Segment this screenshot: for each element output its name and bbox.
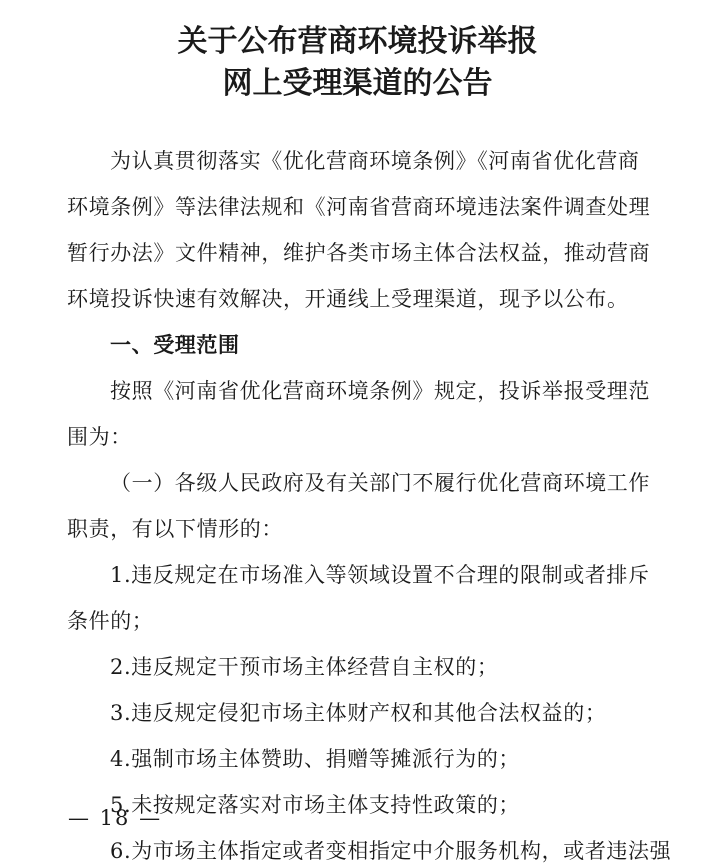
list-item-line: 1.违反规定在市场准入等领域设置不合理的限制或者排斥 [110,563,650,587]
paragraph-line: 环境投诉快速有效解决，开通线上受理渠道，现予以公布。 [67,287,629,311]
paragraph-line: 暂行办法》文件精神，维护各类市场主体合法权益，推动营商 [67,241,651,265]
document-title-line-2: 网上受理渠道的公告 [222,66,493,101]
list-item-line: 5.未按规定落实对市场主体支持性政策的； [110,793,521,817]
document-title-line-1: 关于公布营商环境投诉举报 [177,24,538,59]
list-item-line: 条件的； [67,609,154,633]
paragraph-line: 围为： [67,425,132,449]
section-heading: 一、受理范围 [110,333,240,357]
list-item-line: 4.强制市场主体赞助、捐赠等摊派行为的； [110,747,521,771]
page-number: — 18 — [68,806,163,830]
list-item-line: 3.违反规定侵犯市场主体财产权和其他合法权益的； [110,701,607,725]
paragraph-line: 环境条例》等法律法规和《河南省营商环境违法案件调查处理 [67,195,651,219]
subsection-line: （一）各级人民政府及有关部门不履行优化营商环境工作 [110,471,650,495]
paragraph-line: 按照《河南省优化营商环境条例》规定，投诉举报受理范 [110,379,650,403]
list-item-line: 6.为市场主体指定或者变相指定中介服务机构，或者违法强 [110,839,672,863]
paragraph-line: 为认真贯彻落实《优化营商环境条例》《河南省优化营商 [110,149,640,173]
paragraph-line: 职责，有以下情形的： [67,517,283,541]
list-item-line: 2.违反规定干预市场主体经营自主权的； [110,655,499,679]
